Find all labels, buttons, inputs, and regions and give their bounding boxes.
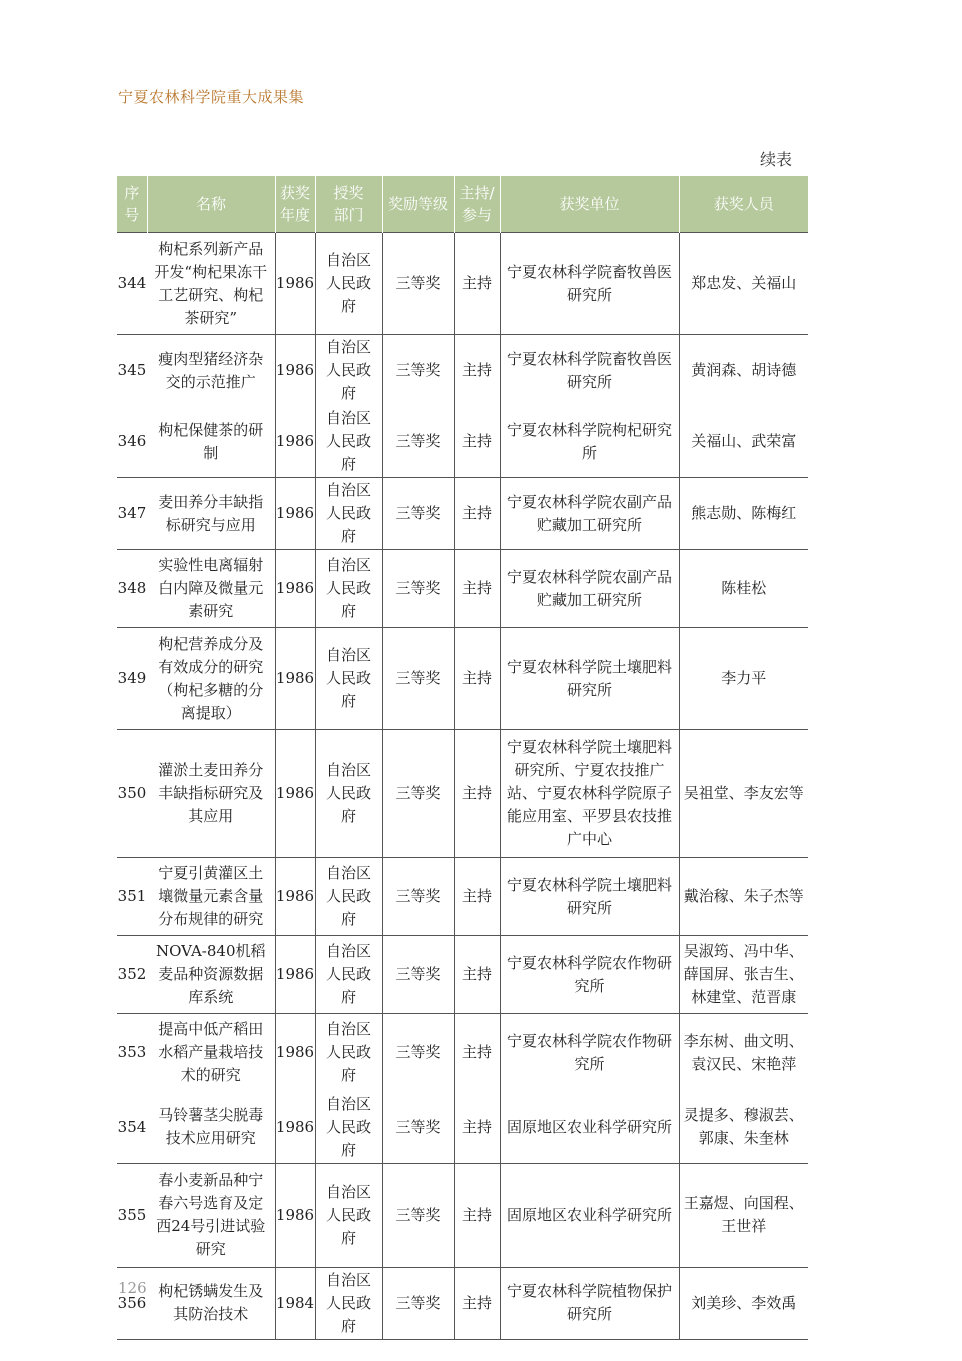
award-people: 戴治稼、朱子杰等 bbox=[679, 858, 808, 936]
award-role: 主持 bbox=[454, 730, 500, 858]
award-role: 主持 bbox=[454, 233, 500, 335]
continued-label: 续表 bbox=[759, 150, 792, 169]
row-number: 346 bbox=[117, 432, 147, 450]
award-level: 三等奖 bbox=[382, 858, 454, 936]
award-role: 主持 bbox=[454, 936, 500, 1014]
award-unit: 宁夏农林科学院土壤肥料研究所 bbox=[500, 628, 679, 730]
table-row bbox=[117, 335, 808, 407]
award-unit: 宁夏农林科学院农作物研究所 bbox=[500, 1014, 679, 1092]
award-year: 1986 bbox=[275, 628, 315, 730]
award-department: 自治区人民政府 bbox=[315, 233, 382, 335]
award-name: 麦田养分丰缺指标研究与应用 bbox=[147, 478, 275, 550]
row-number: 344 bbox=[117, 233, 147, 335]
award-department: 自治区人民政府 bbox=[315, 1267, 382, 1339]
award-name: 实验性电离辐射白内障及微量元素研究 bbox=[147, 550, 275, 628]
col-dept: 授奖部门 bbox=[315, 176, 382, 233]
award-people: 郑忠发、关福山 bbox=[679, 233, 808, 335]
award-department: 自治区人民政府 bbox=[315, 858, 382, 936]
table-row bbox=[117, 730, 808, 858]
table-row bbox=[117, 233, 808, 335]
award-year: 1986 bbox=[275, 730, 315, 858]
award-level: 三等奖 bbox=[382, 233, 454, 335]
award-name: 春小麦新品种宁春六号选育及定西24号引进试验研究 bbox=[147, 1163, 275, 1267]
col-role: 主持/参与 bbox=[454, 176, 500, 233]
award-level: 三等奖 bbox=[382, 335, 454, 407]
award-name: 枸杞保健茶的研制 bbox=[147, 406, 275, 478]
award-level: 三等奖 bbox=[382, 1014, 454, 1092]
award-people: 黄润森、胡诗德 bbox=[679, 335, 808, 407]
award-department: 自治区人民政府 bbox=[315, 1092, 382, 1164]
award-name: 枸杞锈螨发生及其防治技术 bbox=[147, 1267, 275, 1339]
award-role: 主持 bbox=[454, 1267, 500, 1339]
table-row bbox=[117, 1092, 808, 1164]
table-row bbox=[117, 858, 808, 936]
col-year: 获奖年度 bbox=[275, 176, 315, 233]
award-unit: 宁夏农林科学院畜牧兽医研究所 bbox=[500, 335, 679, 407]
table-header-row bbox=[117, 176, 808, 233]
row-number: 351 bbox=[117, 858, 147, 936]
award-level: 三等奖 bbox=[382, 1092, 454, 1164]
award-level: 三等奖 bbox=[382, 1163, 454, 1267]
award-people: 刘美珍、李效禹 bbox=[679, 1267, 808, 1339]
col-no: 序号 bbox=[117, 176, 147, 233]
row-number: 355 bbox=[117, 1163, 147, 1267]
table-row bbox=[117, 936, 808, 1014]
award-year: 1986 bbox=[275, 858, 315, 936]
award-unit: 宁夏农林科学院农副产品贮藏加工研究所 bbox=[500, 478, 679, 550]
award-name: 宁夏引黄灌区土壤微量元素含量分布规律的研究 bbox=[147, 858, 275, 936]
award-name: 瘦肉型猪经济杂交的示范推广 bbox=[147, 335, 275, 407]
award-department: 自治区人民政府 bbox=[315, 335, 382, 407]
col-level: 奖励等级 bbox=[382, 176, 454, 233]
award-name: 马铃薯茎尖脱毒技术应用研究 bbox=[147, 1092, 275, 1164]
table-row bbox=[117, 1267, 808, 1339]
award-year: 1986 bbox=[275, 335, 315, 407]
award-role: 主持 bbox=[454, 550, 500, 628]
award-people: 灵提多、穆淑芸、郭康、朱奎林 bbox=[683, 1106, 804, 1147]
award-name: 灌淤土麦田养分丰缺指标研究及其应用 bbox=[147, 730, 275, 858]
table-row bbox=[117, 1163, 808, 1267]
award-level: 三等奖 bbox=[382, 1267, 454, 1339]
award-name: 枸杞营养成分及有效成分的研究（枸杞多糖的分离提取） bbox=[147, 628, 275, 730]
award-role: 主持 bbox=[454, 1163, 500, 1267]
award-people: 李力平 bbox=[679, 628, 808, 730]
award-role: 主持 bbox=[454, 1092, 500, 1164]
award-level: 三等奖 bbox=[382, 478, 454, 550]
table-row bbox=[117, 406, 808, 478]
award-level: 三等奖 bbox=[382, 406, 454, 478]
awards-table bbox=[117, 176, 808, 1340]
award-level: 三等奖 bbox=[382, 628, 454, 730]
col-people: 获奖人员 bbox=[679, 176, 808, 233]
running-title: 宁夏农林科学院重大成果集 bbox=[118, 88, 305, 106]
award-year: 1986 bbox=[275, 550, 315, 628]
award-name: 提高中低产稻田水稻产量栽培技术的研究 bbox=[147, 1014, 275, 1092]
award-year: 1986 bbox=[275, 1163, 315, 1267]
table-row bbox=[117, 1014, 808, 1092]
award-unit: 宁夏农林科学院土壤肥料研究所、宁夏农技推广站、宁夏农林科学院原子能应用室、平罗县农技推广中心 bbox=[500, 730, 679, 858]
award-year: 1986 bbox=[275, 478, 315, 550]
award-role: 主持 bbox=[454, 335, 500, 407]
row-number: 349 bbox=[117, 628, 147, 730]
award-department: 自治区人民政府 bbox=[315, 628, 382, 730]
award-people: 吴祖堂、李友宏等 bbox=[679, 730, 808, 858]
award-unit: 宁夏农林科学院农作物研究所 bbox=[500, 936, 679, 1014]
award-department: 自治区人民政府 bbox=[315, 1014, 382, 1092]
award-unit: 宁夏农林科学院土壤肥料研究所 bbox=[500, 858, 679, 936]
award-role: 主持 bbox=[454, 406, 500, 478]
award-department: 自治区人民政府 bbox=[315, 936, 382, 1014]
table-row bbox=[117, 478, 808, 550]
award-year: 1986 bbox=[275, 233, 315, 335]
row-number: 352 bbox=[117, 936, 147, 1014]
award-role: 主持 bbox=[454, 858, 500, 936]
award-people: 关福山、武荣富 bbox=[691, 432, 797, 450]
col-unit: 获奖单位 bbox=[500, 176, 679, 233]
award-people: 王嘉煜、向国程、王世祥 bbox=[679, 1163, 808, 1267]
table-row bbox=[117, 550, 808, 628]
table-row bbox=[117, 628, 808, 730]
row-number: 348 bbox=[117, 550, 147, 628]
award-year: 1986 bbox=[275, 1014, 315, 1092]
award-role: 主持 bbox=[454, 478, 500, 550]
award-department: 自治区人民政府 bbox=[315, 478, 382, 550]
award-role: 主持 bbox=[454, 1014, 500, 1092]
award-department: 自治区人民政府 bbox=[315, 730, 382, 858]
award-year: 1984 bbox=[275, 1267, 315, 1339]
award-level: 三等奖 bbox=[382, 936, 454, 1014]
award-unit: 固原地区农业科学研究所 bbox=[500, 1092, 679, 1164]
award-department: 自治区人民政府 bbox=[315, 550, 382, 628]
award-name: NOVA-840机稻麦品种资源数据库系统 bbox=[147, 936, 275, 1014]
award-people: 陈桂松 bbox=[679, 550, 808, 628]
row-number: 354 bbox=[117, 1117, 147, 1136]
row-number: 347 bbox=[117, 478, 147, 550]
award-role: 主持 bbox=[454, 628, 500, 730]
award-unit: 宁夏农林科学院畜牧兽医研究所 bbox=[500, 233, 679, 335]
page-number: 126 bbox=[118, 1279, 147, 1297]
award-people: 熊志勋、陈梅红 bbox=[679, 478, 808, 550]
award-name: 枸杞系列新产品开发“枸杞果冻干工艺研究、枸杞茶研究” bbox=[147, 233, 275, 335]
col-name: 名称 bbox=[147, 176, 275, 233]
row-number: 356 bbox=[117, 1267, 147, 1339]
award-year: 1986 bbox=[275, 1092, 315, 1164]
award-unit: 宁夏农林科学院枸杞研究所 bbox=[500, 406, 679, 478]
award-unit: 宁夏农林科学院植物保护研究所 bbox=[500, 1267, 679, 1339]
award-year: 1986 bbox=[275, 936, 315, 1014]
award-department: 自治区人民政府 bbox=[315, 1163, 382, 1267]
award-people: 吴淑筠、冯中华、薛国屏、张吉生、林建堂、范晋康 bbox=[679, 936, 808, 1014]
row-number: 350 bbox=[117, 730, 147, 858]
award-level: 三等奖 bbox=[382, 550, 454, 628]
award-department: 自治区人民政府 bbox=[315, 406, 382, 478]
award-people: 李东树、曲文明、袁汉民、宋艳萍 bbox=[679, 1014, 808, 1092]
award-level: 三等奖 bbox=[382, 730, 454, 858]
award-year: 1986 bbox=[275, 406, 315, 478]
award-unit: 固原地区农业科学研究所 bbox=[500, 1163, 679, 1267]
row-number: 345 bbox=[117, 335, 147, 407]
award-unit: 宁夏农林科学院农副产品贮藏加工研究所 bbox=[500, 550, 679, 628]
row-number: 353 bbox=[117, 1014, 147, 1092]
